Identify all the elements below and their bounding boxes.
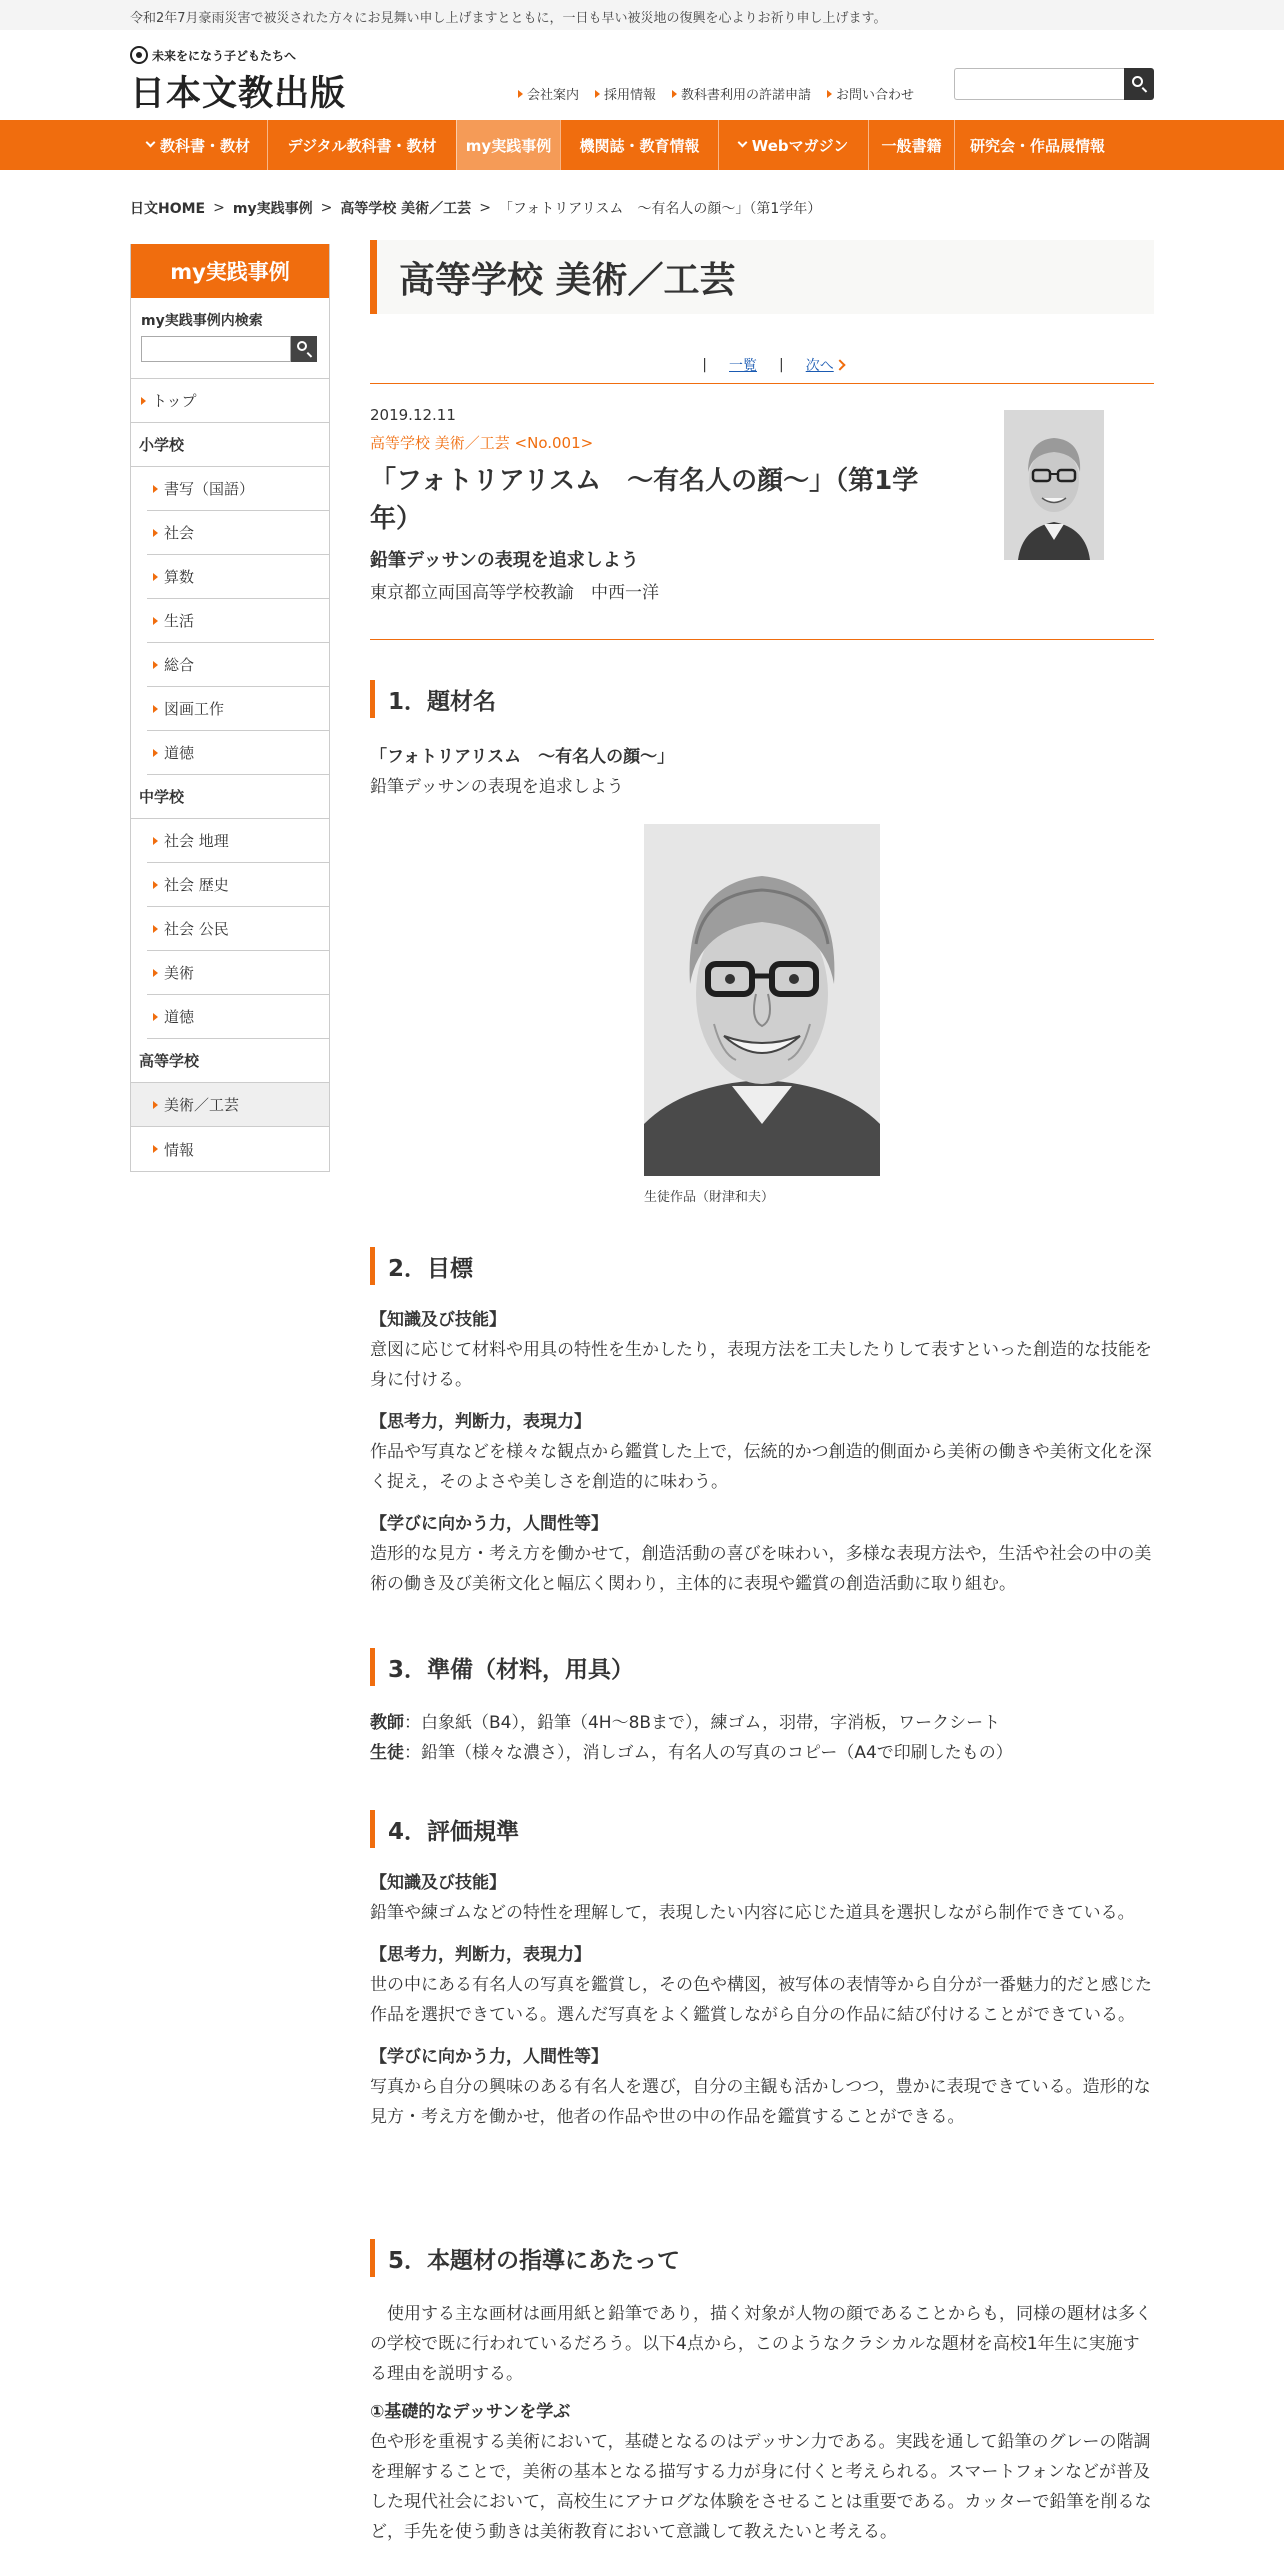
search-icon [1132, 76, 1143, 87]
breadcrumb [130, 198, 821, 218]
eval-text-attitude: 写真から自分の興味のある有名人を選び，自分の主観も活かしつつ，豊かに表現できている。造形的な見方・考え方を働かせ，他者の作品や世の中の作品を鑑賞することができる。 [370, 2077, 1151, 2127]
sidebar-item-information[interactable]: 情報 [147, 1127, 329, 1171]
sidebar-item-arts-crafts[interactable]: 図画工作 [147, 687, 329, 731]
goal-text-thinking: 作品や写真などを様々な観点から鑑賞した上で，伝統的かつ創造的側面から美術の働きや美術文化を深く捉え，そのよさや美しさを創造的に味わう。 [370, 1442, 1152, 1492]
subject-title: 「フォトリアリスム ～有名人の顔～」 [370, 747, 675, 767]
guidance-point-label: ①基礎的なデッサンを学ぶ [370, 2402, 571, 2422]
logo-mark-icon [130, 46, 148, 64]
sidebar-search-label: my実践事例内検索 [141, 313, 263, 329]
breadcrumb-separator: > [213, 200, 225, 216]
sidebar-item-history[interactable]: 社会 歴史 [147, 863, 329, 907]
pager-list-link[interactable]: 一覧 [729, 357, 757, 374]
sidebar-item-calligraphy[interactable]: 書写（国語） [147, 467, 329, 511]
util-link-contact[interactable]: お問い合わせ [827, 84, 914, 103]
sidebar-item-art[interactable]: 美術 [147, 951, 329, 995]
sidebar-group-elementary: 小学校 [131, 423, 329, 467]
breadcrumb-category[interactable]: 高等学校 美術／工芸 [340, 201, 472, 217]
goal-text-knowledge: 意図に応じて材料や用具の特性を生かしたり，表現方法を工夫したりして表すといった創造的な技能を身に付ける。 [370, 1340, 1152, 1390]
nav-textbooks[interactable]: 教科書・教材 [130, 120, 267, 170]
nav-workshops[interactable]: 研究会・作品展情報 [954, 120, 1120, 170]
subject-subtitle: 鉛筆デッサンの表現を追求しよう [370, 777, 624, 797]
article-subtitle: 鉛筆デッサンの表現を追求しよう [370, 550, 639, 571]
section-heading: 4．評価規準 [370, 1810, 1154, 1848]
sidebar-search [131, 298, 329, 379]
nav-digital-textbooks[interactable]: デジタル教科書・教材 [267, 120, 456, 170]
article-subject-number: 高等学校 美術／工芸 <No.001> [370, 434, 594, 452]
triangle-bullet-icon [153, 573, 158, 581]
sidebar-search-input[interactable] [141, 336, 291, 362]
sidebar-item-general[interactable]: 総合 [147, 643, 329, 687]
article-date: 2019.12.11 [370, 406, 456, 424]
sidebar-item-ethics-junior[interactable]: 道徳 [147, 995, 329, 1039]
triangle-bullet-icon [141, 397, 146, 405]
eval-label-knowledge: 【知識及び技能】 [370, 1873, 506, 1893]
sidebar-item-geography[interactable]: 社会 地理 [147, 819, 329, 863]
goal-label-thinking: 【思考力，判断力，表現力】 [370, 1412, 591, 1432]
triangle-bullet-icon [518, 90, 523, 98]
breadcrumb-separator: > [320, 200, 333, 216]
sidebar-item-arithmetic[interactable]: 算数 [147, 555, 329, 599]
sidebar-item-social[interactable]: 社会 [147, 511, 329, 555]
prep-teacher: 教師：白象紙（B4），鉛筆（4H～8Bまで），練ゴム，羽帯，字消板，ワークシート [370, 1713, 1001, 1733]
triangle-bullet-icon [153, 617, 158, 625]
main-content [370, 240, 1154, 2542]
triangle-bullet-icon [153, 749, 158, 757]
sidebar-item-ethics-elementary[interactable]: 道徳 [147, 731, 329, 775]
section-guidance [370, 2239, 1154, 2547]
header-search-input[interactable] [954, 68, 1124, 100]
sidebar-title[interactable]: my実践事例 [131, 244, 329, 298]
breadcrumb-separator: > [479, 200, 491, 216]
logo-name: 日本文教出版 [130, 73, 347, 114]
util-link-recruit[interactable]: 採用情報 [595, 84, 656, 103]
breadcrumb-my-practice[interactable]: my実践事例 [232, 201, 313, 217]
section-heading: 3．準備（材料，用具） [370, 1648, 1154, 1686]
triangle-bullet-icon [153, 661, 158, 669]
triangle-bullet-icon [153, 1145, 158, 1153]
triangle-bullet-icon [153, 529, 158, 537]
triangle-bullet-icon [153, 969, 158, 977]
article-title: 「フォトリアリスム ～有名人の顔～」（第1学年） [370, 466, 919, 534]
section-heading: 1．題材名 [370, 680, 1154, 718]
sidebar-item-civics[interactable]: 社会 公民 [147, 907, 329, 951]
prep-student: 生徒：鉛筆（様々な濃さ），消しゴム，有名人の写真のコピー（A4で印刷したもの） [370, 1743, 1013, 1763]
nav-my-practice[interactable]: my実践事例 [456, 120, 560, 170]
triangle-bullet-icon [153, 925, 158, 933]
triangle-bullet-icon [595, 90, 600, 98]
triangle-bullet-icon [827, 90, 832, 98]
sidebar-search-button[interactable] [291, 336, 317, 362]
sidebar-group-junior-high: 中学校 [131, 775, 329, 819]
section-preparation [370, 1648, 1154, 1768]
article-header [370, 406, 1154, 640]
notice-bar [0, 0, 1284, 30]
eval-text-thinking: 世の中にある有名人の写真を鑑賞し，その色や構図，被写体の表情等から自分が一番魅力的だと感じた作品を選択できている。選んだ写真をよく鑑賞しながら自分の作品に結び付けることができている。 [370, 1975, 1152, 2025]
page-title: 高等学校 美術／工芸 [370, 240, 1154, 314]
sidebar [130, 244, 330, 1172]
section-subject [370, 680, 1154, 802]
eval-text-knowledge: 鉛筆や練ゴムなどの特性を理解して，表現したい内容に応じた道具を選択しながら制作できている。 [370, 1903, 1135, 1923]
section-heading: 5．本題材の指導にあたって [370, 2239, 1154, 2277]
breadcrumb-home[interactable]: 日文HOME [130, 201, 206, 217]
section-heading: 2．目標 [370, 1247, 1154, 1285]
notice-text: 令和2年7月豪雨災害で被災された方々にお見舞い申し上げますとともに，一日も早い被災地の復興を心よりお祈り申し上げます。 [130, 11, 887, 26]
header-search-button[interactable] [1124, 68, 1154, 100]
sidebar-item-top[interactable]: トップ [131, 379, 329, 423]
nav-journals[interactable]: 機関誌・教育情報 [560, 120, 718, 170]
util-link-company[interactable]: 会社案内 [518, 84, 579, 103]
goal-text-attitude: 造形的な見方・考え方を働かせて，創造活動の喜びを味わい，多様な表現方法や，生活や社会の中の美術の働き及び美術文化と幅広く関わり，主体的に表現や鑑賞の創造活動に取り組む。 [370, 1544, 1152, 1594]
section-goals [370, 1247, 1154, 1599]
triangle-bullet-icon [153, 881, 158, 889]
student-artwork-image [644, 824, 880, 1176]
triangle-bullet-icon [153, 837, 158, 845]
util-link-permission[interactable]: 教科書利用の許諾申請 [672, 84, 811, 103]
artwork-caption: 生徒作品（財津和夫） [644, 1190, 775, 1205]
eval-label-attitude: 【学びに向かう力，人間性等】 [370, 2047, 608, 2067]
triangle-bullet-icon [153, 1013, 158, 1021]
site-logo[interactable] [130, 46, 347, 114]
triangle-bullet-icon [153, 705, 158, 713]
search-icon [297, 341, 307, 351]
chevron-down-icon [146, 138, 156, 148]
sidebar-group-high-school: 高等学校 [131, 1039, 329, 1083]
pager: | 一覧 | 次へ [370, 352, 1154, 384]
sidebar-item-life[interactable]: 生活 [147, 599, 329, 643]
chevron-down-icon [737, 138, 747, 148]
guidance-point-text: 色や形を重視する美術において，基礎となるのはデッサン力である。実践を通して鉛筆のグレーの階調を理解することで，美術の基本となる描写する力が身に付くと考えられる。スマートフォンなどが普及した現代社会において，高校生にアナログな体験をさせることは重要である。カッターで鉛筆を削るなど，手先を使う動きは美術教育において意識して教えたいと考える。 [370, 2432, 1152, 2542]
goal-label-attitude: 【学びに向かう力，人間性等】 [370, 1514, 608, 1534]
article-author: 東京都立両国高等学校教諭 中西一洋 [370, 583, 659, 603]
pager-next-link[interactable]: 次へ [805, 357, 834, 374]
nav-web-magazine[interactable]: Webマガジン [718, 120, 868, 170]
logo-tagline: 未来をになう子どもたちへ [152, 48, 297, 63]
nav-general-books[interactable]: 一般書籍 [868, 120, 954, 170]
student-artwork-figure [644, 824, 880, 1205]
triangle-bullet-icon [153, 1101, 158, 1109]
main-nav [0, 120, 1284, 170]
chevron-right-icon [834, 359, 845, 370]
triangle-bullet-icon [153, 485, 158, 493]
section-evaluation [370, 1810, 1154, 2132]
goal-label-knowledge: 【知識及び技能】 [370, 1310, 506, 1330]
sidebar-item-art-crafts-high[interactable]: 美術／工芸 [131, 1083, 329, 1127]
eval-label-thinking: 【思考力，判断力，表現力】 [370, 1945, 591, 1965]
guidance-lead: 使用する主な画材は画用紙と鉛筆であり，描く対象が人物の顔であることからも，同様の題材は多くの学校で既に行われているだろう。以下4点から，このようなクラシカルな題材を高校1年生に実施する理由を説明する。 [370, 2304, 1152, 2384]
breadcrumb-current: 「フォトリアリスム ～有名人の顔～」（第1学年） [498, 201, 822, 217]
author-photo [1004, 410, 1104, 560]
triangle-bullet-icon [672, 90, 677, 98]
utility-links [518, 84, 930, 103]
header-search [954, 68, 1154, 100]
